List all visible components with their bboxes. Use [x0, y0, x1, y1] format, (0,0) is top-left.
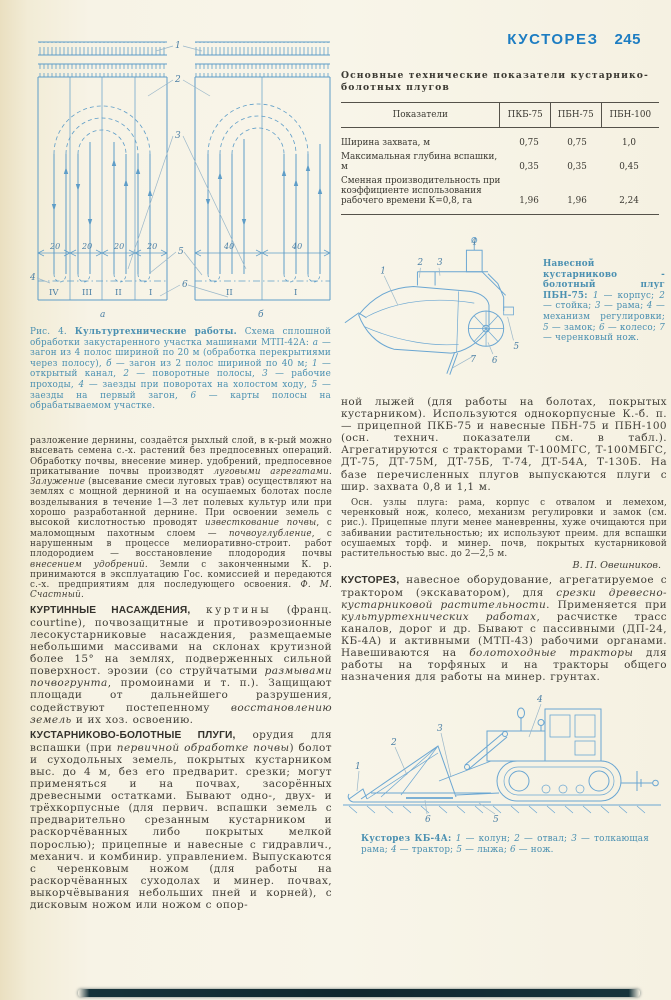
fig4-callout-3: 3 — [175, 131, 181, 141]
table-header-row — [341, 103, 659, 128]
kustorez-callout-6: 6 — [425, 815, 431, 826]
kustorez-drawing — [341, 691, 663, 826]
plow-callout-3: 3 — [437, 257, 443, 268]
article-kurtinnye-nasazhdeniya: КУРТИННЫЕ НАСАЖДЕНИЯ, куртины (франц. courtine), почвозащитные и противоэрозионные лесокустарниковые насаждения, размещаемые небольшими массивами на склонах крутизной более 15° на землях, подверженных сильной поверхност. эрозии (со струйчатыми размывами почвогрунта, промоинами и т. п.). Защищают площади от дальнейшего разрушения, содействуют постепенному восстановлению земель и их хоз. освоению. — [30, 603, 332, 726]
table-row — [341, 176, 659, 206]
fig4-panel-a-label: а — [100, 310, 106, 320]
table-title: Основные технические показатели кустарнико-болотных плугов — [341, 70, 649, 93]
row-value: 1,96 — [567, 196, 587, 206]
plow-callout-5: 5 — [513, 342, 520, 353]
table-header-pbn100: ПБН-100 — [601, 103, 659, 127]
paragraph-plug-continuation: ной лыжей (для работы на болотах, покрытых кустарником). Используются однокорпусные К.-б. п.— прицепной ПКБ-75 и навесные ПБН-75 и ПБН-100 (осн. технич. показатели см. в табл.). Агрегатируются с тракторами Т-100МГС, Т-100МБГС, ДТ-75, ДТ-75М, ДТ-75Б, Т-74, ДТ-54А, Т-130Б. На базе перечисленных плугов выпускаются плуги с шир. захвата 0,8 и 1,1 м. — [341, 396, 667, 493]
fig4-zone-a3: III — [82, 288, 93, 298]
fig4-zone-a4: IV — [49, 288, 59, 298]
table-header-pkb75: ПКБ-75 — [499, 103, 550, 127]
plow-callout-1: 1 — [380, 266, 386, 277]
row-label: Сменная производительность при коэффициенте использования рабочего времени К=0,8, га — [341, 176, 501, 206]
fig4-callout-4: 4 — [30, 273, 36, 283]
row-label: Максимальная глубина вспашки, м — [341, 152, 498, 172]
fig4-panel-b — [195, 42, 330, 300]
page-number: 245 — [614, 31, 641, 48]
kustorez-callout-3: 3 — [437, 724, 443, 735]
fig4-dim-b1: 40 — [224, 242, 235, 251]
fig4-panel-b-label: б — [258, 310, 264, 320]
table-body — [341, 128, 659, 214]
kustorez-callout-2: 2 — [391, 738, 397, 749]
row-label: Ширина захвата, м — [341, 138, 431, 148]
plow-callout-4: 4 — [471, 237, 477, 248]
row-value: 2,24 — [619, 196, 639, 206]
row-value: 0,35 — [519, 162, 539, 172]
article-kustarnikovo-bolotnye-plugi: КУСТАРНИКОВО-БОЛОТНЫЕ ПЛУГИ, орудия для вспашки (при первичной обработке почвы) болот и суходольных земель, покрытых кустарником выс. до 4 м, без его предварит. срезки; могут применяться и на почвах, засорённых древесными остатками. Бывают одно-, двух- и трёхкорпусные (для первич. вспашки земель с предварительно срезанным кустарником и раскорчёванных либо покрытых мелкой порослью); прицепные и навесные с гидравлич., механич. и комбинир. управлением. Выпускаются с черенковым ножом (для работы на раскорчёванных суходолах и минер. почвах, выкорчёвывания небольших пней и корней), с дисковым ножом или ножом с опор- — [30, 728, 332, 911]
fig4-zone-a1: I — [149, 288, 153, 298]
row-value: 0,75 — [567, 138, 587, 148]
fig4-dim-a2: 20 — [82, 242, 93, 251]
plow-callout-2: 2 — [417, 257, 424, 268]
kustorez-callout-5: 5 — [493, 815, 499, 826]
table-header-pokazateli: Показатели — [392, 110, 448, 120]
table-row — [341, 152, 659, 172]
fig4-callout-5: 5 — [178, 247, 184, 257]
fig4-zone-b1: I — [294, 288, 298, 298]
fig4-dim-b2: 40 — [292, 242, 303, 251]
fig4-dim-a4: 20 — [147, 242, 158, 251]
plow-figure — [341, 233, 667, 388]
row-value: 1,0 — [622, 138, 636, 148]
paragraph-kulturtech-continuation: разложение дернины, создаётся рыхлый слой, в к-рый можно высевать семена с.-х. растений без предпосевных операций. Обработку почвы, внесение минер. удобрений, предпосевное прикатывание почвы производят луговыми агрегатами. Залужение (высевание смеси луговых трав) осуществляют на землях с мощной дерниной и на осушаемых болотах после возделывания в течение 1—3 лет полевых культур или при хорошо разработанной дернине. При освоении земель с высокой кислотностью проводят известкование почвы, с маломощным пахотным слоем — почвоуглубление, с нарушенным в процессе мелиоративно-строит. работ плодородием — восстановление плодородия почвы внесением удобрений. Земли с законченными К. р. принимаются в эксплуатацию Гос. комиссией и передаются с.-х. предприятиям для последующего освоения. Ф. М. Счастный. — [30, 436, 333, 601]
table-row — [341, 138, 659, 148]
running-title: КУСТОРЕЗ — [507, 31, 599, 48]
row-value: 0,75 — [519, 138, 539, 148]
fig4-zone-b2: II — [226, 288, 233, 298]
kustorez-callout-1: 1 — [355, 762, 361, 773]
fig4-dim-a3: 20 — [114, 242, 125, 251]
fig4-callout-lines — [37, 46, 246, 297]
plow-callout-7: 7 — [470, 354, 476, 365]
fig4-callout-2: 2 — [175, 75, 181, 85]
plow-callout-6: 6 — [491, 355, 498, 366]
fig4-callout-1: 1 — [175, 41, 181, 51]
figure4-diagram — [30, 34, 332, 322]
fig4-panel-a — [38, 42, 167, 300]
kustorez-caption: Кусторез КБ-4А: 1 — колун; 2 — отвал; 3 — толкающая рама; 4 — трактор; 5 — лыжа; 6 — нож. — [361, 834, 649, 856]
row-value: 0,35 — [567, 162, 587, 172]
row-value: 0,45 — [619, 162, 639, 172]
fig4-callout-6: 6 — [182, 280, 188, 290]
kustorez-callout-4: 4 — [537, 695, 543, 706]
fig4-dim-a1: 20 — [50, 242, 61, 251]
tech-table — [341, 102, 659, 215]
author-signature: В. П. Овешников. — [572, 559, 661, 571]
left-column — [30, 436, 332, 911]
plow-caption: Навесной кустарниково - болотный плуг ПБН-75: 1 — корпус; 2 — стойка; 3 — рама; 4 — механизм регулировки; 5 — замок; 6 — колесо; 7 — черенковый нож. — [543, 259, 665, 344]
paragraph-plug-details: Осн. узлы плуга: рама, корпус с отвалом и лемехом, черенковый нож, колесо, механизм регулировки и замок (см. рис.). Прицепные плуги менее маневренны, хуже очищаются при забивании растительностью; их используют преим. для вспашки осушаемых торф. и минер. почв, покрытых кустарниковой растительностью выс. до 2—2,5 м. — [341, 497, 667, 560]
right-column — [341, 70, 667, 856]
page-edge-shadow — [78, 989, 640, 997]
figure4-caption: Рис. 4. Культуртехнические работы. Схема сплошной обработки закустаренного участка машинами МТП-42А: а — загон из 4 полос шириной по 20 м (обработка перекрытиями через полосу), б — загон из 2 полос шириной по 40 м; 1 — открытый канал, 2 — поворотные полосы, 3 — рабочие проходы, 4 — заезды при поворотах на холостом ходу, 5 — заезды на первый загон, 6 — карты полосы на обрабатываемом участке. — [30, 327, 332, 412]
row-value: 1,96 — [519, 196, 539, 206]
fig4-zone-a2: II — [115, 288, 122, 298]
page-header — [507, 31, 641, 48]
plow-drawing — [341, 233, 537, 388]
table-header-pbn75: ПБН-75 — [550, 103, 601, 127]
article-kustorez: КУСТОРЕЗ, навесное оборудование, агрегатируемое с трактором (экскаватором), для срезки древесно-кустарниковой растительности. Применяется при культуртехнических работах, расчистке трасс каналов, дорог и др. Бывают с пассивными (ДП-24, КБ-4А) и активными (МТП-43) рабочими органами. Навешиваются на болотоходные тракторы для работы на торфяных и на тракторы общего назначения для работы на минер. грунтах. — [341, 573, 667, 684]
